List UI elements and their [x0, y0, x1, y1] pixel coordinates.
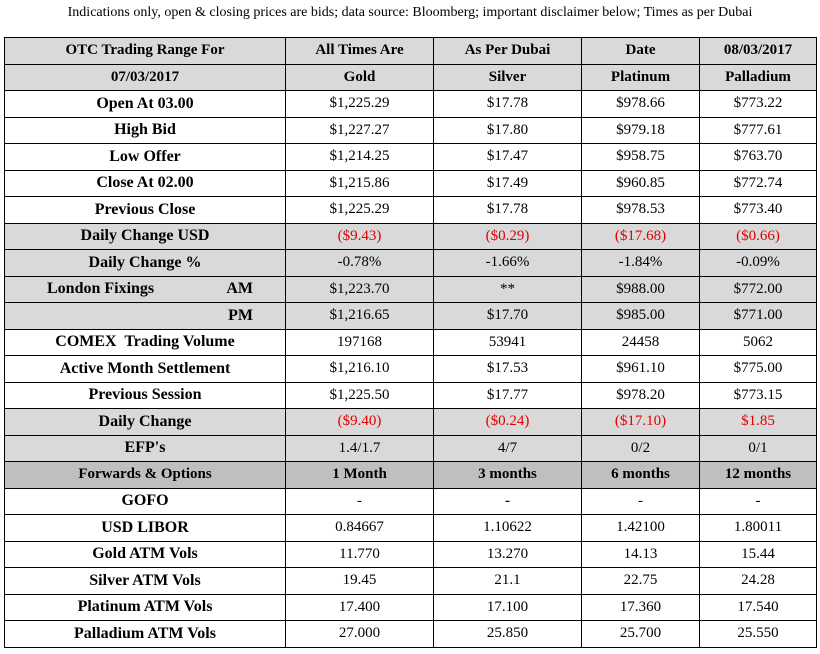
value-cell: 53941 [434, 329, 582, 356]
value-cell: $985.00 [582, 303, 700, 330]
table-row-open [5, 91, 817, 118]
value-cell: 1.80011 [700, 515, 817, 542]
table-row-palladium-atm-vols [5, 621, 817, 648]
value-cell: ($0.66) [700, 223, 817, 250]
value-cell: 25.550 [700, 621, 817, 648]
value-cell: $772.74 [700, 170, 817, 197]
value-cell: $978.53 [582, 197, 700, 224]
value-cell: 17.360 [582, 594, 700, 621]
value-cell: 13.270 [434, 541, 582, 568]
value-cell: $17.78 [434, 91, 582, 118]
value-cell: ($17.10) [582, 409, 700, 436]
value-cell: $1,227.27 [286, 117, 434, 144]
header-cell: 07/03/2017 [5, 64, 286, 91]
disclaimer-note: Indications only, open & closing prices are bids; data source: Bloomberg; important disclaimer below; Times as per Dubai [67, 5, 753, 20]
header-cell: As Per Dubai [434, 38, 582, 65]
value-cell: $773.15 [700, 382, 817, 409]
value-cell: $17.47 [434, 144, 582, 171]
value-cell: 0.84667 [286, 515, 434, 542]
table-row-gofo [5, 488, 817, 515]
table-row-close [5, 170, 817, 197]
value-cell: 15.44 [700, 541, 817, 568]
value-cell: $978.66 [582, 91, 700, 118]
value-cell: $773.22 [700, 91, 817, 118]
row-label: Platinum ATM Vols [5, 594, 286, 621]
value-cell: ($17.68) [582, 223, 700, 250]
value-cell: 1.42100 [582, 515, 700, 542]
value-cell: 25.850 [434, 621, 582, 648]
value-cell: $17.49 [434, 170, 582, 197]
row-label: Low Offer [5, 144, 286, 171]
value-cell: $1,225.29 [286, 91, 434, 118]
header-cell: Silver [434, 64, 582, 91]
header-cell: Palladium [700, 64, 817, 91]
value-cell: $1,225.50 [286, 382, 434, 409]
row-label: High Bid [5, 117, 286, 144]
value-cell: ** [434, 276, 582, 303]
header-cell: OTC Trading Range For [5, 38, 286, 65]
header-cell: 08/03/2017 [700, 38, 817, 65]
value-cell: 1.4/1.7 [286, 435, 434, 462]
table-row-active-month-settlement [5, 356, 817, 383]
row-label: EFP's [5, 435, 286, 462]
table-row-usd-libor [5, 515, 817, 542]
value-cell: $960.85 [582, 170, 700, 197]
value-cell: $17.78 [434, 197, 582, 224]
value-cell: 17.400 [286, 594, 434, 621]
header-row-1 [5, 38, 817, 65]
row-label: Daily Change [5, 409, 286, 436]
header-cell: Gold [286, 64, 434, 91]
value-cell: 11.770 [286, 541, 434, 568]
value-cell: 24.28 [700, 568, 817, 595]
table-row-daily-change [5, 409, 817, 436]
table-row-platinum-atm-vols [5, 594, 817, 621]
value-cell: $777.61 [700, 117, 817, 144]
row-label [5, 303, 286, 330]
value-cell: $1,214.25 [286, 144, 434, 171]
value-cell: $773.40 [700, 197, 817, 224]
row-label [5, 276, 286, 303]
row-label: Daily Change % [5, 250, 286, 277]
value-cell: -0.78% [286, 250, 434, 277]
value-cell: ($0.24) [434, 409, 582, 436]
value-cell: $17.80 [434, 117, 582, 144]
header-cell: All Times Are [286, 38, 434, 65]
value-cell: $763.70 [700, 144, 817, 171]
forwards-header-row [5, 462, 817, 489]
value-cell: - [582, 488, 700, 515]
value-cell: ($9.40) [286, 409, 434, 436]
row-label: Daily Change USD [5, 223, 286, 250]
row-label: Previous Close [5, 197, 286, 224]
table-row-efp [5, 435, 817, 462]
value-cell: $978.20 [582, 382, 700, 409]
row-label: Previous Session [5, 382, 286, 409]
header-cell: Date [582, 38, 700, 65]
value-cell: $17.77 [434, 382, 582, 409]
value-cell: $979.18 [582, 117, 700, 144]
value-cell: 21.1 [434, 568, 582, 595]
value-cell: 0/1 [700, 435, 817, 462]
value-cell: $17.53 [434, 356, 582, 383]
value-cell: 19.45 [286, 568, 434, 595]
value-cell: 5062 [700, 329, 817, 356]
otc-trading-range-table [4, 37, 817, 648]
value-cell: ($9.43) [286, 223, 434, 250]
value-cell: - [286, 488, 434, 515]
table-row-comex-volume [5, 329, 817, 356]
table-row-previous-close [5, 197, 817, 224]
value-cell: $772.00 [700, 276, 817, 303]
value-cell: - [434, 488, 582, 515]
row-label: Silver ATM Vols [5, 568, 286, 595]
header-cell: Platinum [582, 64, 700, 91]
value-cell: $961.10 [582, 356, 700, 383]
header-cell: 12 months [700, 462, 817, 489]
row-label: Palladium ATM Vols [5, 621, 286, 648]
table-row-previous-session [5, 382, 817, 409]
table-row-low-offer [5, 144, 817, 171]
value-cell: $17.70 [434, 303, 582, 330]
header-cell: 1 Month [286, 462, 434, 489]
value-cell: 17.540 [700, 594, 817, 621]
value-cell: -1.84% [582, 250, 700, 277]
row-label: USD LIBOR [5, 515, 286, 542]
london-fixings-label: London Fixings [47, 280, 155, 298]
value-cell: $1,216.10 [286, 356, 434, 383]
value-cell: 14.13 [582, 541, 700, 568]
header-row-2 [5, 64, 817, 91]
value-cell: 27.000 [286, 621, 434, 648]
value-cell: $1,223.70 [286, 276, 434, 303]
value-cell: $1.85 [700, 409, 817, 436]
header-cell: 3 months [434, 462, 582, 489]
header-cell: Forwards & Options [5, 462, 286, 489]
value-cell: -1.66% [434, 250, 582, 277]
table-row-silver-atm-vols [5, 568, 817, 595]
value-cell: $1,215.86 [286, 170, 434, 197]
value-cell: $988.00 [582, 276, 700, 303]
value-cell: $1,225.29 [286, 197, 434, 224]
value-cell: ($0.29) [434, 223, 582, 250]
pm-label: PM [228, 306, 253, 324]
row-label: Open At 03.00 [5, 91, 286, 118]
value-cell: 22.75 [582, 568, 700, 595]
row-label: Gold ATM Vols [5, 541, 286, 568]
value-cell: $771.00 [700, 303, 817, 330]
value-cell: - [700, 488, 817, 515]
value-cell: 1.10622 [434, 515, 582, 542]
value-cell: 24458 [582, 329, 700, 356]
table-row-gold-atm-vols [5, 541, 817, 568]
value-cell: $958.75 [582, 144, 700, 171]
value-cell: 25.700 [582, 621, 700, 648]
value-cell: $775.00 [700, 356, 817, 383]
am-label: AM [226, 280, 253, 298]
value-cell: 4/7 [434, 435, 582, 462]
table-row-high-bid [5, 117, 817, 144]
table-row-daily-change-pct [5, 250, 817, 277]
row-label: Close At 02.00 [5, 170, 286, 197]
value-cell: 17.100 [434, 594, 582, 621]
table-row-london-fixings-pm [5, 303, 817, 330]
header-cell: 6 months [582, 462, 700, 489]
table-row-london-fixings-am [5, 276, 817, 303]
table-row-daily-change-usd [5, 223, 817, 250]
value-cell: $1,216.65 [286, 303, 434, 330]
value-cell: 0/2 [582, 435, 700, 462]
london-fixings-label-group [5, 280, 285, 298]
value-cell: -0.09% [700, 250, 817, 277]
row-label: Active Month Settlement [5, 356, 286, 383]
row-label: GOFO [5, 488, 286, 515]
value-cell: 197168 [286, 329, 434, 356]
row-label: COMEX Trading Volume [5, 329, 286, 356]
